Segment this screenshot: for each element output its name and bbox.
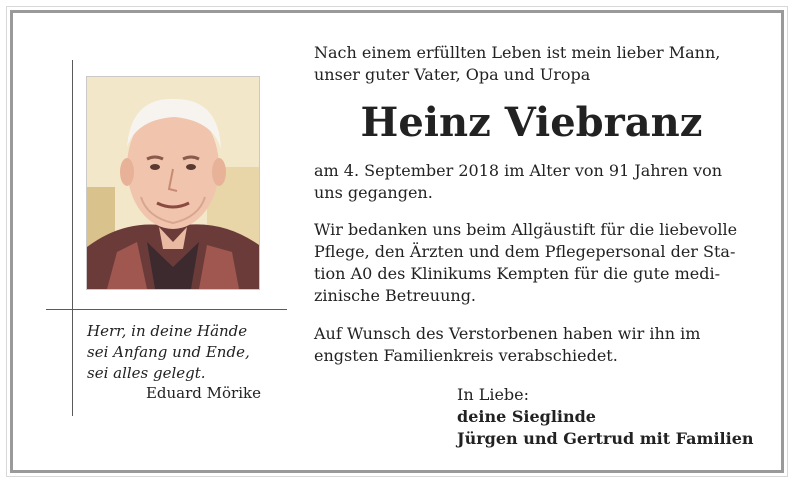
wish-line: Auf Wunsch des Verstorbenen haben wir ihn im [314, 324, 701, 343]
intro-text [314, 42, 749, 86]
thanks-text [314, 219, 749, 307]
closing-greeting: In Liebe: [457, 385, 530, 404]
signer-name: deine Sieglinde [457, 407, 596, 426]
intro-line: Nach einem erfüllten Leben ist mein lieber Mann, [314, 43, 721, 62]
wish-text [314, 323, 749, 367]
quote-line: sei alles gelegt. [87, 364, 206, 382]
quote-line: sei Anfang und Ende, [87, 343, 250, 361]
deceased-name: Heinz Viebranz [360, 99, 703, 146]
portrait-illustration [87, 77, 259, 289]
death-line: am 4. September 2018 im Alter von 91 Jahren von [314, 161, 723, 180]
death-notice [314, 160, 749, 204]
quote-line: Herr, in deine Hände [87, 322, 248, 340]
quote [87, 321, 287, 384]
death-line: uns gegangen. [314, 183, 433, 202]
portrait-photo [86, 76, 260, 290]
closing-signature [457, 384, 757, 450]
thanks-line: Pflege, den Ärzten und dem Pflegepersonal der Sta- [314, 242, 736, 261]
vertical-divider [72, 60, 73, 416]
horizontal-divider [46, 309, 287, 310]
signer-name: Jürgen und Gertrud mit Familien [457, 429, 754, 448]
intro-line: unser guter Vater, Opa und Uropa [314, 65, 591, 84]
quote-author: Eduard Mörike [145, 384, 261, 402]
thanks-line: Wir bedanken uns beim Allgäustift für die liebevolle [314, 220, 738, 239]
thanks-line: zinische Betreuung. [314, 286, 477, 305]
wish-line: engsten Familienkreis verabschiedet. [314, 346, 618, 365]
thanks-line: tion A0 des Klinikums Kempten für die gute medi- [314, 264, 720, 283]
